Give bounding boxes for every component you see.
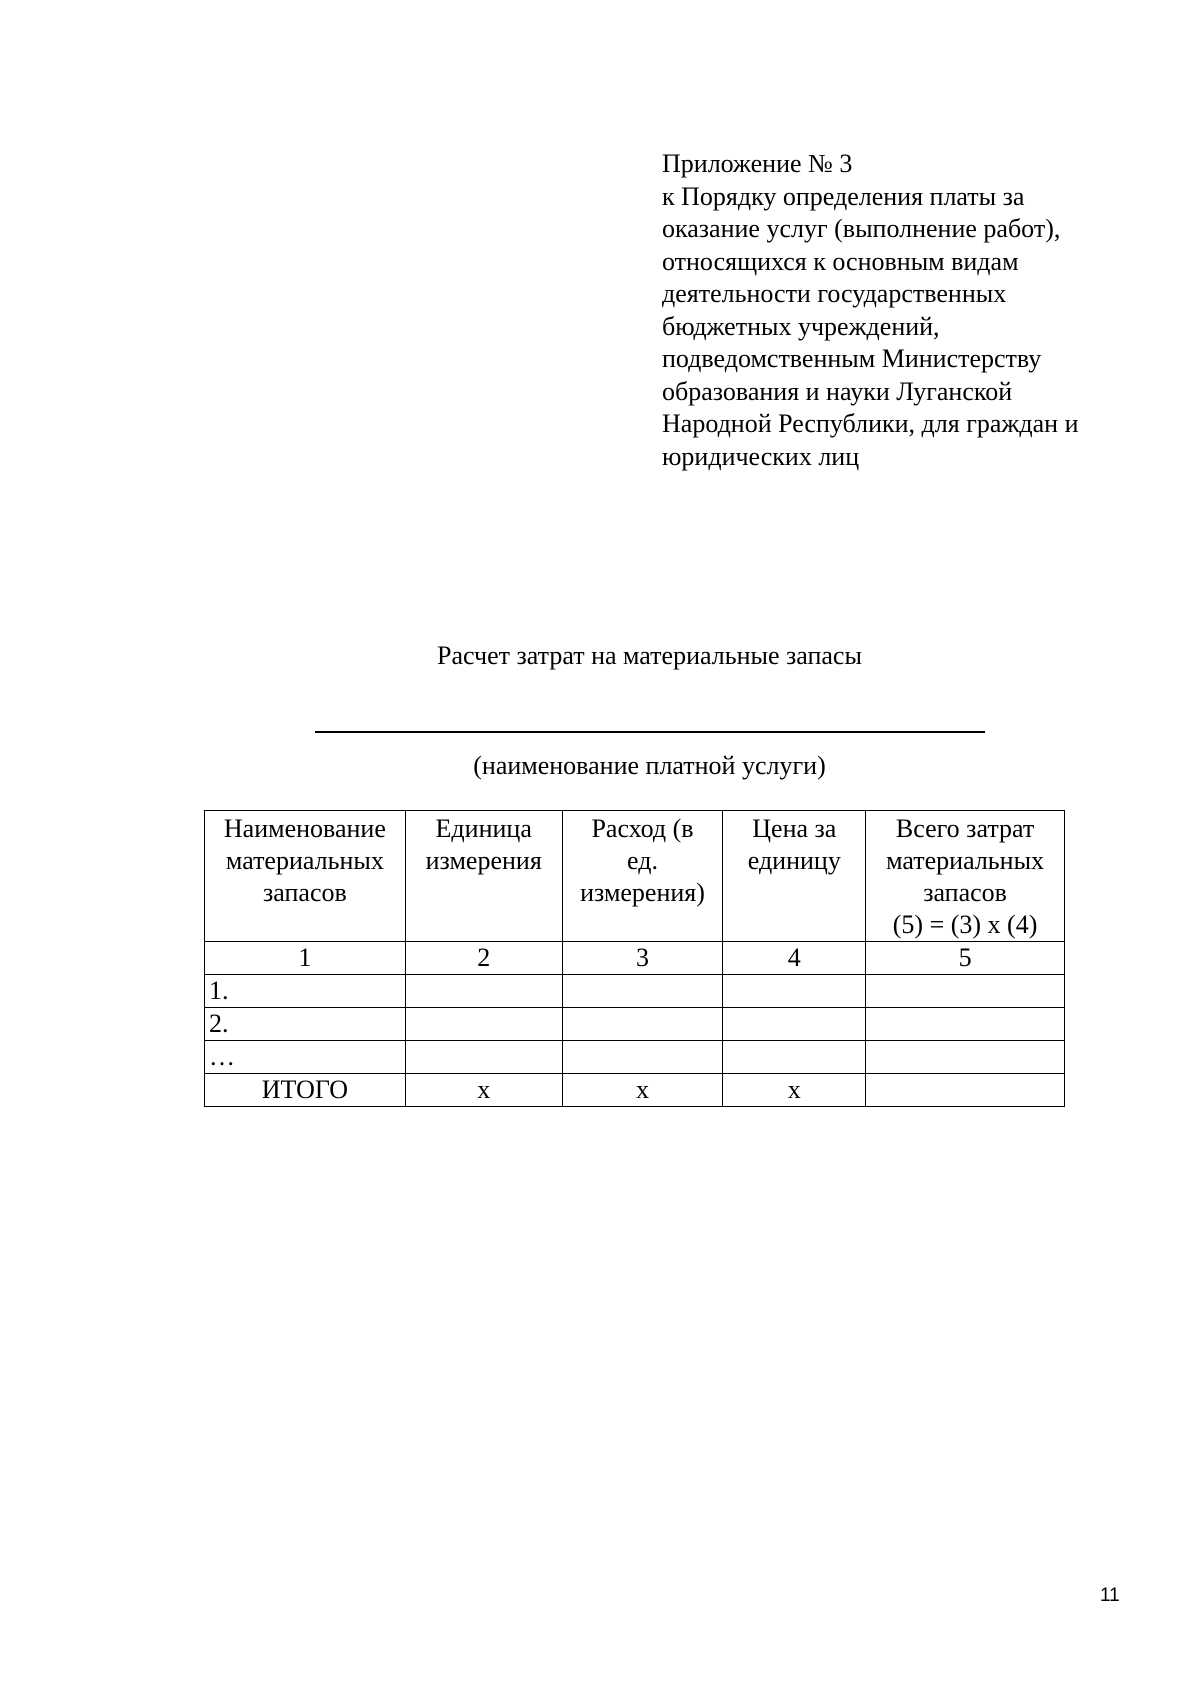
column-number: 3 bbox=[562, 942, 723, 975]
header-line: Единица bbox=[435, 814, 532, 843]
header-unit-price bbox=[723, 811, 866, 942]
column-number: 4 bbox=[723, 942, 866, 975]
table-row bbox=[205, 1008, 1065, 1041]
appendix-line: подведомственным Министерству bbox=[662, 344, 1042, 373]
table-cell bbox=[723, 975, 866, 1008]
service-name-caption: (наименование платной услуги) bbox=[473, 751, 826, 780]
total-cell bbox=[866, 1074, 1065, 1107]
appendix-line: к Порядку определения платы за bbox=[662, 181, 1025, 211]
total-label: ИТОГО bbox=[205, 1074, 406, 1107]
header-line: запасов bbox=[923, 878, 1007, 907]
column-number: 2 bbox=[405, 942, 562, 975]
column-number: 5 bbox=[866, 942, 1065, 975]
table-cell bbox=[562, 1008, 723, 1041]
header-line: запасов bbox=[263, 878, 347, 907]
cost-table bbox=[204, 810, 1065, 1107]
table-cell bbox=[723, 1008, 866, 1041]
header-line: Цена за bbox=[752, 814, 837, 843]
total-cell: х bbox=[405, 1074, 562, 1107]
table-cell bbox=[562, 975, 723, 1008]
header-line: Наименование bbox=[223, 814, 386, 843]
header-line: материальных bbox=[225, 846, 384, 875]
table-cell bbox=[562, 1041, 723, 1074]
appendix-line: относящихся к основным видам bbox=[662, 246, 1019, 276]
table-cell bbox=[723, 1041, 866, 1074]
total-cell: х bbox=[562, 1074, 723, 1107]
column-number-row bbox=[205, 942, 1065, 975]
table-cell: … bbox=[205, 1041, 406, 1074]
document-title: Расчет затрат на материальные запасы bbox=[437, 641, 862, 670]
header-line: Всего затрат bbox=[895, 814, 1035, 843]
header-line: материальных bbox=[886, 846, 1045, 875]
column-number: 1 bbox=[205, 942, 406, 975]
appendix-block bbox=[662, 148, 1132, 473]
table-cell bbox=[866, 975, 1065, 1008]
page-number: 11 bbox=[1100, 1585, 1120, 1606]
header-line: измерения) bbox=[580, 878, 705, 907]
table-row bbox=[205, 1041, 1065, 1074]
table-cell bbox=[866, 1041, 1065, 1074]
appendix-line: Народной Республики, для граждан и bbox=[662, 409, 1079, 438]
header-line: единицу bbox=[747, 846, 841, 875]
appendix-line: деятельности государственных bbox=[662, 279, 1007, 308]
header-line: измерения bbox=[425, 846, 542, 875]
table-cell bbox=[405, 1008, 562, 1041]
appendix-line: Приложение № 3 bbox=[662, 149, 853, 178]
table-cell bbox=[405, 975, 562, 1008]
header-total-cost bbox=[866, 811, 1065, 942]
service-name-blank-line bbox=[315, 731, 985, 733]
total-row bbox=[205, 1074, 1065, 1107]
header-unit bbox=[405, 811, 562, 942]
appendix-line: образования и науки Луганской bbox=[662, 376, 1013, 406]
appendix-line: оказание услуг (выполнение работ), bbox=[662, 214, 1061, 243]
table-cell bbox=[866, 1008, 1065, 1041]
header-line: ед. bbox=[627, 846, 658, 875]
table-cell: 1. bbox=[205, 975, 406, 1008]
table-row bbox=[205, 975, 1065, 1008]
header-material-name bbox=[205, 811, 406, 942]
total-cell: х bbox=[723, 1074, 866, 1107]
header-line: Расход (в bbox=[591, 814, 694, 843]
appendix-line: бюджетных учреждений, bbox=[662, 311, 940, 341]
header-line: (5) = (3) х (4) bbox=[892, 910, 1038, 939]
table-cell: 2. bbox=[205, 1008, 406, 1041]
table-header-row bbox=[205, 811, 1065, 942]
table-cell bbox=[405, 1041, 562, 1074]
header-consumption bbox=[562, 811, 723, 942]
appendix-line: юридических лиц bbox=[662, 441, 860, 471]
